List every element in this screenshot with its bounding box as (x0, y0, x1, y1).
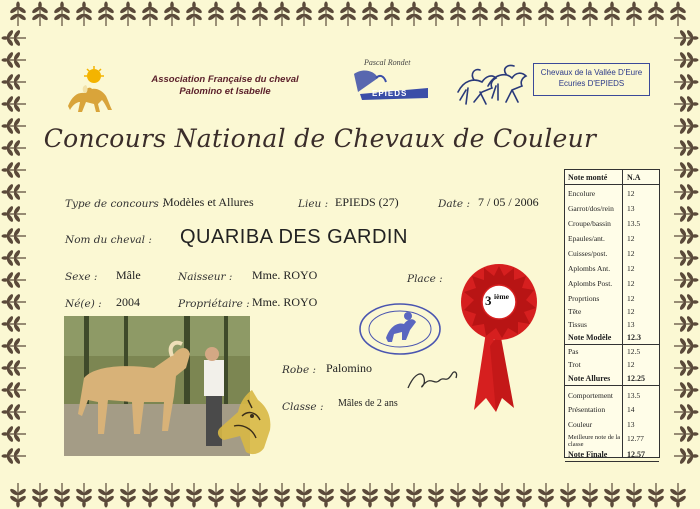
score-criterion: Tissus (568, 320, 587, 329)
laurel-sprig (537, 2, 555, 27)
laurel-sprig (647, 2, 665, 27)
lieu-value: EPIEDS (27) (335, 195, 399, 209)
score-value: 12 (627, 234, 635, 243)
rosette-place: 3 (485, 293, 492, 308)
score-value: 13 (627, 204, 635, 213)
palomino-horse-logo (62, 66, 120, 114)
date-label: Date : (438, 198, 470, 210)
laurel-sprig (295, 483, 313, 508)
laurel-sprig (515, 2, 533, 27)
score-value: 13.5 (627, 391, 641, 400)
laurel-sprig (317, 483, 335, 508)
laurel-sprig (559, 483, 577, 508)
laurel-sprig (674, 161, 699, 179)
laurel-sprig (674, 139, 699, 157)
laurel-sprig (2, 447, 27, 465)
laurel-sprig (625, 2, 643, 27)
association-line1: Association Française du cheval (151, 74, 299, 85)
score-criterion: Aplombs Post. (568, 279, 613, 288)
place-label: Place : (407, 273, 443, 285)
laurel-sprig (405, 2, 423, 27)
laurel-sprig (2, 51, 27, 69)
score-row (565, 263, 659, 276)
score-criterion: Proprtions (568, 294, 600, 303)
proprietaire-label: Propriétaire : (178, 298, 250, 310)
laurel-sprig (2, 271, 27, 289)
association-seal (352, 300, 448, 358)
laurel-sprig (2, 337, 27, 355)
laurel-sprig (383, 483, 401, 508)
laurel-sprig (405, 483, 423, 508)
laurel-sprig (141, 2, 159, 27)
association-line2: Palomino et Isabelle (179, 86, 271, 97)
laurel-sprig (2, 293, 27, 311)
laurel-sprig (674, 227, 699, 245)
laurel-sprig (2, 403, 27, 421)
laurel-sprig (273, 2, 291, 27)
laurel-sprig (2, 29, 27, 47)
score-criterion: Tête (568, 307, 582, 316)
laurel-sprig (2, 161, 27, 179)
score-value: 13.5 (627, 219, 641, 228)
robe-label: Robe : (282, 364, 317, 376)
laurel-sprig (207, 2, 225, 27)
association-name (120, 74, 330, 98)
score-row (565, 218, 659, 231)
laurel-sprig (2, 315, 27, 333)
laurel-sprig (581, 2, 599, 27)
score-value: 12.77 (627, 434, 644, 443)
score-value: 13 (627, 320, 635, 329)
type-label: Type de concours : (65, 198, 166, 210)
score-value: 12 (627, 249, 635, 258)
score-row (565, 233, 659, 246)
score-row (565, 419, 659, 432)
score-value: N.A (627, 173, 641, 182)
score-criterion: Note Finale (568, 450, 608, 459)
horse-head-sketch (212, 386, 282, 458)
laurel-sprig (674, 73, 699, 91)
score-row (565, 433, 659, 446)
laurel-sprig (674, 183, 699, 201)
laurel-sprig (471, 2, 489, 27)
type-value: Modèles et Allures (163, 195, 254, 209)
rosette-place-suffix: ième (494, 292, 509, 301)
sexe-value: Mâle (116, 268, 141, 282)
laurel-sprig (361, 2, 379, 27)
score-row (565, 306, 659, 319)
sponsor-signature: Pascal Rondet (364, 58, 411, 67)
score-criterion: Epaules/ant. (568, 234, 605, 243)
laurel-sprig (361, 483, 379, 508)
laurel-sprig (674, 271, 699, 289)
score-value: 12.57 (627, 450, 645, 459)
laurel-sprig (2, 95, 27, 113)
naisseur-value: Mme. ROYO (252, 268, 318, 282)
laurel-sprig (559, 2, 577, 27)
rosette-ribbon (456, 262, 542, 416)
laurel-sprig (625, 483, 643, 508)
laurel-sprig (471, 483, 489, 508)
table-rule (565, 461, 659, 462)
laurel-sprig (674, 95, 699, 113)
laurel-sprig (273, 483, 291, 508)
score-criterion: Meilleure note de la classe (568, 434, 621, 448)
score-criterion: Garrot/dos/rein (568, 204, 614, 213)
laurel-sprig (2, 183, 27, 201)
ne-label: Né(e) : (65, 298, 102, 310)
laurel-sprig (674, 337, 699, 355)
score-criterion: Cuisses/post. (568, 249, 608, 258)
classe-value: Mâles de 2 ans (338, 398, 398, 409)
score-value: 12 (627, 360, 635, 369)
laurel-sprig (229, 2, 247, 27)
laurel-sprig (674, 425, 699, 443)
laurel-sprig (339, 483, 357, 508)
laurel-sprig (2, 381, 27, 399)
score-row (565, 203, 659, 216)
laurel-sprig (75, 483, 93, 508)
score-value: 12 (627, 264, 635, 273)
score-row (565, 346, 659, 359)
score-row (565, 319, 659, 332)
laurel-sprig (647, 483, 665, 508)
laurel-sprig (317, 2, 335, 27)
laurel-sprig (2, 205, 27, 223)
laurel-sprig (493, 483, 511, 508)
score-value: 13 (627, 420, 635, 429)
table-rule (565, 385, 659, 386)
laurel-sprig (9, 2, 27, 27)
laurel-sprig (674, 249, 699, 267)
laurel-sprig (251, 2, 269, 27)
laurel-sprig (141, 483, 159, 508)
laurel-sprig (449, 2, 467, 27)
score-criterion: Trot (568, 360, 581, 369)
laurel-sprig (669, 2, 687, 27)
laurel-sprig (2, 359, 27, 377)
table-rule (565, 184, 659, 185)
proprietaire-value: Mme. ROYO (252, 295, 318, 309)
laurel-sprig (119, 483, 137, 508)
laurel-sprig (339, 2, 357, 27)
laurel-sprig (515, 483, 533, 508)
laurel-sprig (251, 483, 269, 508)
laurel-sprig (31, 483, 49, 508)
laurel-sprig (53, 483, 71, 508)
score-criterion: Pas (568, 347, 579, 356)
laurel-sprig (2, 227, 27, 245)
laurel-sprig (2, 425, 27, 443)
laurel-sprig (674, 205, 699, 223)
laurel-sprig (674, 359, 699, 377)
nom-label: Nom du cheval : (65, 234, 152, 246)
laurel-sprig (427, 2, 445, 27)
horse-name: QUARIBA DES GARDIN (180, 226, 408, 248)
laurel-sprig (163, 2, 181, 27)
score-value: 12 (627, 189, 635, 198)
laurel-sprig (674, 51, 699, 69)
running-horses-icon (452, 62, 532, 112)
laurel-sprig (674, 447, 699, 465)
laurel-sprig (295, 2, 313, 27)
score-row (565, 390, 659, 403)
laurel-sprig (163, 483, 181, 508)
score-row (565, 278, 659, 291)
score-row (565, 188, 659, 201)
scores-table (564, 169, 660, 458)
certificate-title: Concours National de Chevaux de Couleur (43, 124, 597, 153)
laurel-sprig (53, 2, 71, 27)
score-value: 12 (627, 279, 635, 288)
score-criterion: Note monté (568, 173, 608, 182)
date-value: 7 / 05 / 2006 (478, 195, 539, 209)
score-criterion: Croupe/bassin (568, 219, 611, 228)
score-criterion: Note Modèle (568, 333, 612, 342)
laurel-sprig (207, 483, 225, 508)
ecuries-line1: Chevaux de la Vallée D'Eure (540, 68, 643, 77)
laurel-sprig (229, 483, 247, 508)
lieu-label: Lieu : (298, 198, 329, 210)
table-rule (565, 344, 659, 345)
score-criterion: Encolure (568, 189, 596, 198)
laurel-sprig (427, 483, 445, 508)
sexe-label: Sexe : (65, 271, 98, 283)
score-criterion: Aplombs Ant. (568, 264, 611, 273)
score-criterion: Comportement (568, 391, 613, 400)
classe-label: Classe : (282, 401, 324, 413)
ne-value: 2004 (116, 295, 140, 309)
score-row (565, 248, 659, 261)
laurel-sprig (97, 483, 115, 508)
score-value: 12.25 (627, 374, 645, 383)
score-value: 12 (627, 294, 635, 303)
score-value: 12.5 (627, 347, 641, 356)
score-value: 12 (627, 307, 635, 316)
laurel-sprig (493, 2, 511, 27)
score-row (565, 404, 659, 417)
laurel-sprig (75, 2, 93, 27)
score-value: 12.3 (627, 333, 641, 342)
laurel-sprig (2, 73, 27, 91)
score-criterion: Couleur (568, 420, 593, 429)
laurel-sprig (674, 29, 699, 47)
laurel-sprig (31, 2, 49, 27)
score-criterion: Note Allures (568, 374, 611, 383)
epieds-brand: EPIEDS (372, 89, 408, 98)
laurel-sprig (9, 483, 27, 508)
robe-value: Palomino (326, 361, 373, 375)
score-row (565, 359, 659, 372)
laurel-sprig (185, 2, 203, 27)
laurel-sprig (383, 2, 401, 27)
laurel-sprig (674, 381, 699, 399)
signature (404, 364, 464, 394)
score-row (565, 293, 659, 306)
laurel-sprig (603, 2, 621, 27)
laurel-sprig (185, 483, 203, 508)
ecuries-box (533, 63, 650, 96)
ecuries-line2: Ecuries D'EPIEDS (558, 79, 625, 88)
laurel-sprig (603, 483, 621, 508)
laurel-sprig (449, 483, 467, 508)
laurel-sprig (674, 315, 699, 333)
laurel-sprig (674, 293, 699, 311)
laurel-sprig (674, 117, 699, 135)
laurel-sprig (537, 483, 555, 508)
laurel-sprig (2, 249, 27, 267)
laurel-sprig (674, 403, 699, 421)
score-value: 14 (627, 405, 635, 414)
laurel-sprig (669, 483, 687, 508)
score-criterion: Présentation (568, 405, 606, 414)
naisseur-label: Naisseur : (178, 271, 233, 283)
laurel-sprig (119, 2, 137, 27)
laurel-sprig (581, 483, 599, 508)
laurel-sprig (97, 2, 115, 27)
